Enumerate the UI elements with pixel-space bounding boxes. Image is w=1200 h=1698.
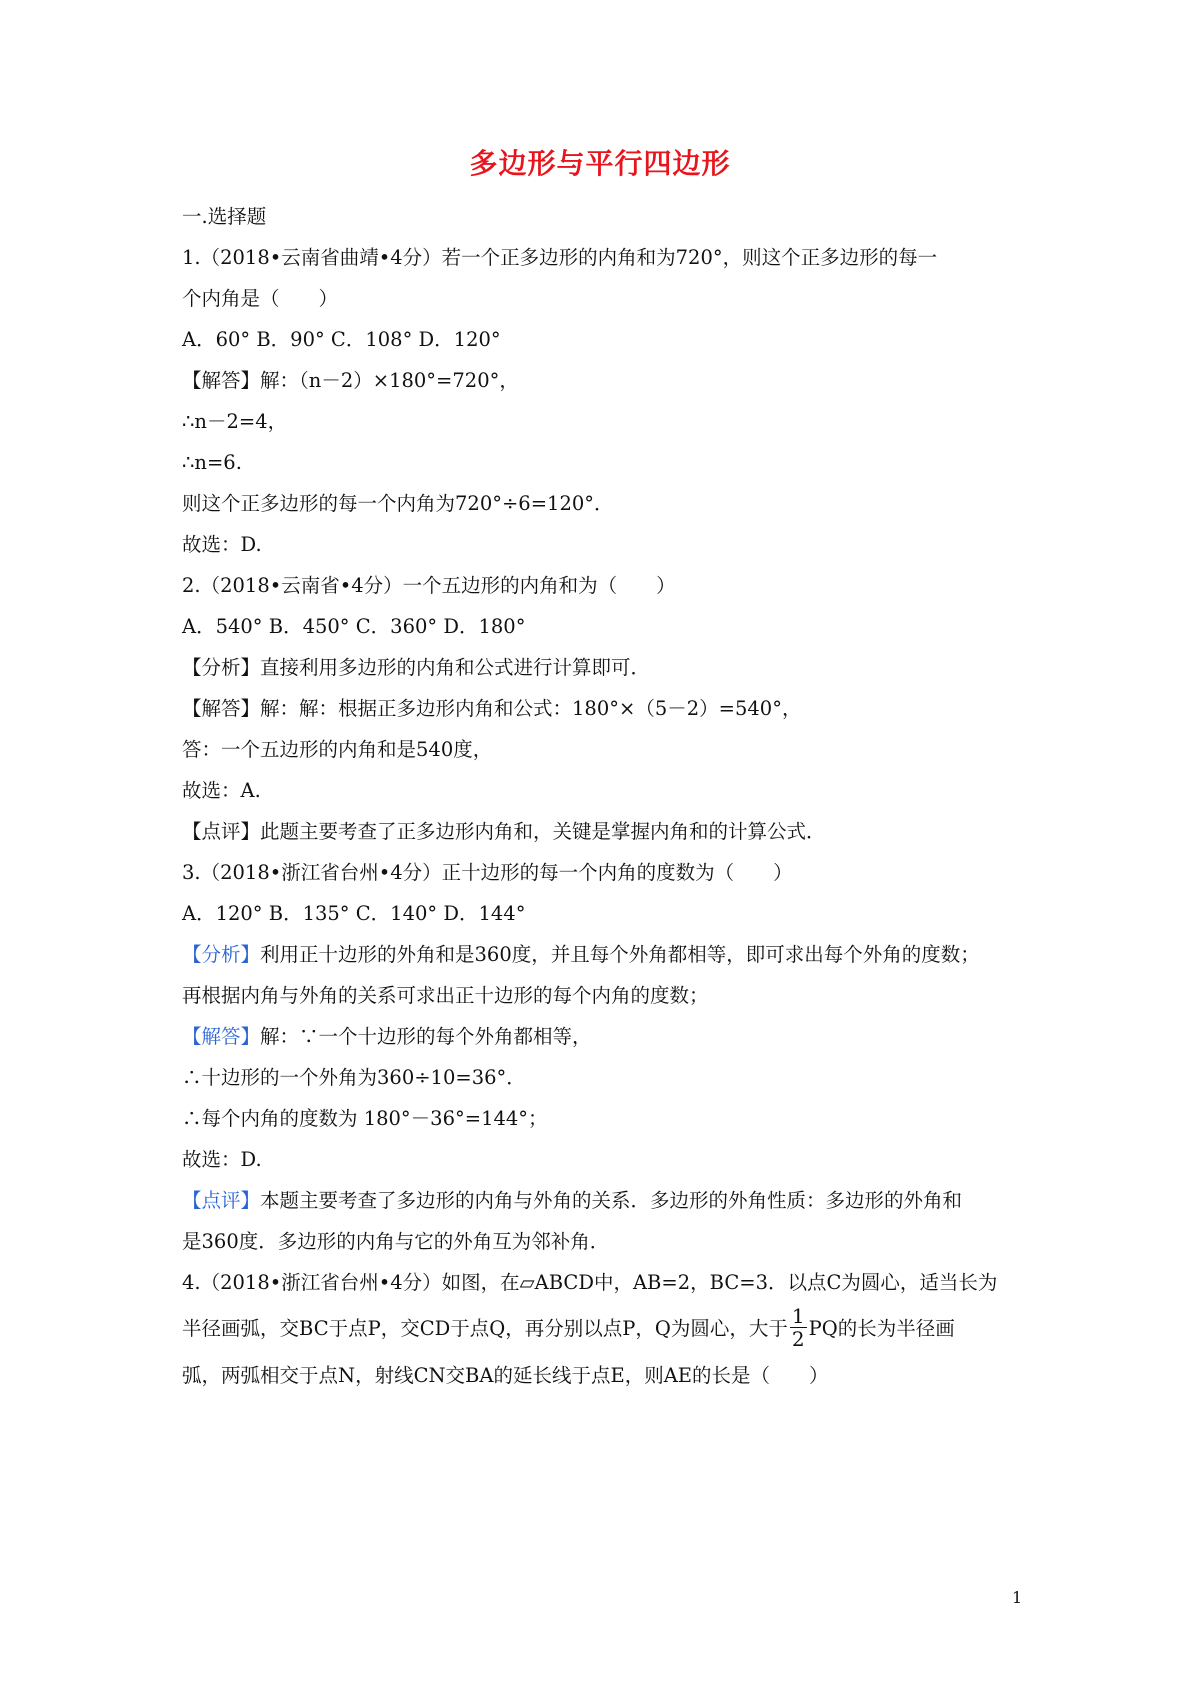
q2-analysis: [182, 647, 1032, 688]
q3-comment-line-2: 是360度．多边形的内角与它的外角互为邻补角．: [182, 1230, 610, 1253]
q4-stem-line-3: 弧，两弧相交于点N，射线CN交BA的延长线于点E，则AE的长是（ ）: [182, 1364, 829, 1387]
q1-answer-text: 解：（n－2）×180°=720°，: [260, 369, 519, 392]
q1-choice: 故选：D.: [182, 533, 262, 556]
q4-stem-line-2: [182, 1303, 1032, 1355]
q1-step-4: 则这个正多边形的每一个内角为720°÷6=120°．: [182, 492, 614, 515]
q3-step-3: ∴每个内角的度数为 180°－36°=144°；: [182, 1107, 548, 1130]
q3-comment-line-1: [182, 1180, 1032, 1221]
q2-choice: 故选：A.: [182, 779, 261, 802]
document-body: [182, 196, 1032, 1396]
q3-comment-tag: 【点评】: [182, 1189, 261, 1212]
q1-options: A．60° B．90° C．108° D．120°: [182, 328, 501, 351]
q2-analysis-text: 直接利用多边形的内角和公式进行计算即可．: [260, 656, 651, 679]
q3-comment-text-1: 本题主要考查了多边形的内角与外角的关系．多边形的外角性质：多边形的外角和: [260, 1189, 963, 1212]
q2-comment-text: 此题主要考查了正多边形内角和，关键是掌握内角和的计算公式．: [260, 820, 826, 843]
q2-analysis-tag: 【分析】: [182, 656, 261, 679]
fraction-denominator: 2: [791, 1327, 805, 1351]
q2-comment-tag: 【点评】: [182, 820, 261, 843]
q3-options: A．120° B．135° C．140° D．144°: [182, 902, 526, 925]
q2-answer: [182, 688, 1032, 729]
q1-answer-tag: 【解答】: [182, 369, 261, 392]
fraction-numerator: 1: [791, 1304, 805, 1328]
q3-stem: 3.（2018•浙江省台州•4分）正十边形的每一个内角的度数为（ ）: [182, 861, 793, 884]
q1-step-3: ∴n=6.: [182, 451, 242, 474]
q2-answer-tag: 【解答】: [182, 697, 261, 720]
q1-answer: [182, 360, 1032, 401]
q1-stem-line-1: 1.（2018•云南省曲靖•4分）若一个正多边形的内角和为720°，则这个正多边形的每一: [182, 246, 938, 269]
q4-stem-text-1: 半径画弧，交BC于点P，交CD于点Q，再分别以点P，Q为圆心，大于: [182, 1317, 788, 1340]
section-heading: 一.选择题: [182, 205, 267, 228]
q4-stem-text-2: PQ的长为半径画: [808, 1317, 955, 1340]
q3-answer-text: 解：∵一个十边形的每个外角都相等，: [260, 1025, 592, 1048]
q3-analysis-line-1: [182, 934, 1032, 975]
q2-options: A．540° B．450° C．360° D．180°: [182, 615, 526, 638]
q2-reply: 答：一个五边形的内角和是540度，: [182, 738, 493, 761]
q1-step-2: ∴n－2=4，: [182, 410, 288, 433]
q3-choice: 故选：D.: [182, 1148, 262, 1171]
q3-step-2: ∴十边形的一个外角为360÷10=36°．: [182, 1066, 526, 1089]
q3-analysis-line-2: 再根据内角与外角的关系可求出正十边形的每个内角的度数；: [182, 984, 709, 1007]
page-title: 多边形与平行四边形: [469, 147, 731, 180]
q4-stem-line-1: 4.（2018•浙江省台州•4分）如图，在▱ABCD中，AB=2，BC=3．以点C为圆心，适当长为: [182, 1271, 998, 1294]
q2-stem: 2.（2018•云南省•4分）一个五边形的内角和为（ ）: [182, 574, 676, 597]
page-number: 1: [1012, 1588, 1023, 1607]
q2-comment: [182, 811, 1032, 852]
q3-analysis-text-1: 利用正十边形的外角和是360度，并且每个外角都相等，即可求出每个外角的度数；: [260, 943, 980, 966]
q3-answer: [182, 1016, 1032, 1057]
q1-stem-line-2: 个内角是（ ）: [182, 287, 339, 310]
q3-answer-tag: 【解答】: [182, 1025, 261, 1048]
one-half-fraction: [790, 1306, 807, 1349]
q2-answer-text: 解：解：根据正多边形内角和公式：180°×（5－2）=540°，: [260, 697, 802, 720]
q3-analysis-tag: 【分析】: [182, 943, 261, 966]
